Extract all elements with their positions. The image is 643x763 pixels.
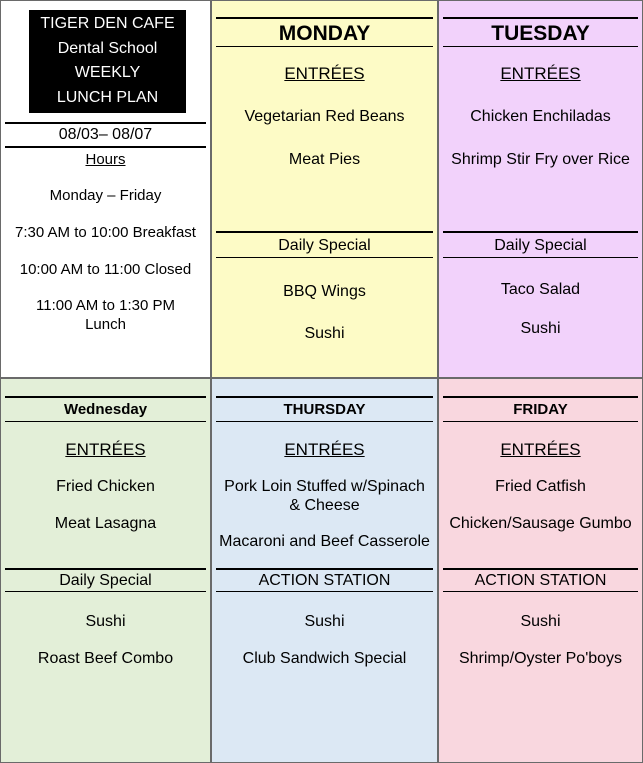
closed-hours: 10:00 AM to 11:00 Closed xyxy=(19,261,192,278)
divider xyxy=(443,396,638,398)
special-item: Shrimp/Oyster Po'boys xyxy=(458,650,623,667)
special-item: Sushi xyxy=(85,613,126,630)
day-title: TUESDAY xyxy=(491,22,590,45)
special-item: Club Sandwich Special xyxy=(242,650,407,667)
lunch-hours: 11:00 AM to 1:30 PM xyxy=(36,297,175,314)
special-item: Sushi xyxy=(304,325,345,342)
divider xyxy=(443,257,638,258)
special-item: Roast Beef Combo xyxy=(37,650,174,667)
divider xyxy=(5,421,206,422)
entrees-label: ENTRÉES xyxy=(65,440,146,459)
breakfast-hours: 7:30 AM to 10:00 Breakfast xyxy=(15,224,196,241)
entrees-label: ENTRÉES xyxy=(284,64,365,83)
entree-item: Macaroni and Beef Casserole xyxy=(219,533,430,550)
entrees-label: ENTRÉES xyxy=(284,440,365,459)
special-item: Sushi xyxy=(520,613,561,630)
divider xyxy=(216,591,433,592)
entree-item: Chicken/Sausage Gumbo xyxy=(449,515,632,532)
divider xyxy=(443,17,638,19)
divider xyxy=(5,122,206,124)
cafe-logo-block xyxy=(29,10,186,113)
special-label: Daily Special xyxy=(278,237,371,254)
divider xyxy=(5,591,206,592)
divider xyxy=(5,396,206,398)
day-title: MONDAY xyxy=(278,22,371,45)
entree-item: Meat Lasagna xyxy=(54,515,157,532)
day-card-tuesday xyxy=(438,0,643,378)
day-title: THURSDAY xyxy=(283,401,366,418)
entree-item: Vegetarian Red Beans xyxy=(244,108,405,125)
entree-item: Meat Pies xyxy=(288,151,361,168)
entree-item: Chicken Enchiladas xyxy=(470,108,611,125)
lunch-label: Lunch xyxy=(85,316,126,333)
divider xyxy=(5,146,206,148)
day-card-monday xyxy=(211,0,438,378)
day-card-friday xyxy=(438,378,643,763)
special-label: Daily Special xyxy=(494,237,587,254)
divider xyxy=(443,46,638,47)
action-station-label: ACTION STATION xyxy=(258,572,391,589)
divider xyxy=(5,568,206,570)
divider xyxy=(216,568,433,570)
divider xyxy=(216,17,433,19)
entree-item: Shrimp Stir Fry over Rice xyxy=(451,151,630,168)
day-card-thursday xyxy=(211,378,438,763)
day-title: Wednesday xyxy=(63,401,148,418)
divider xyxy=(216,231,433,233)
entree-item: Pork Loin Stuffed w/Spinach & Cheese xyxy=(224,478,425,514)
entree-item: Fried Chicken xyxy=(56,478,155,495)
action-station-label: ACTION STATION xyxy=(474,572,607,589)
logo-line-3: WEEKLY xyxy=(74,64,141,81)
divider xyxy=(216,257,433,258)
logo-line-2: Dental School xyxy=(57,39,158,57)
cafe-info-panel xyxy=(0,0,211,378)
divider xyxy=(443,421,638,422)
hours-label: Hours xyxy=(85,151,126,168)
divider xyxy=(216,46,433,47)
special-item: BBQ Wings xyxy=(283,283,366,300)
divider xyxy=(443,231,638,233)
logo-line-4: LUNCH PLAN xyxy=(56,88,159,106)
special-item: Sushi xyxy=(520,320,561,337)
entree-item: Fried Catfish xyxy=(495,478,586,495)
day-title: FRIDAY xyxy=(513,401,568,418)
entrees-label: ENTRÉES xyxy=(500,64,581,83)
divider xyxy=(216,421,433,422)
divider xyxy=(443,568,638,570)
date-range: 08/03– 08/07 xyxy=(58,126,153,143)
hours-days: Monday – Friday xyxy=(49,187,162,204)
special-item: Taco Salad xyxy=(500,281,581,298)
logo-line-1: TIGER DEN CAFE xyxy=(40,15,175,32)
day-card-wednesday xyxy=(0,378,211,763)
divider xyxy=(443,591,638,592)
entrees-label: ENTRÉES xyxy=(500,440,581,459)
divider xyxy=(216,396,433,398)
special-label: Daily Special xyxy=(59,572,152,589)
special-item: Sushi xyxy=(304,613,345,630)
